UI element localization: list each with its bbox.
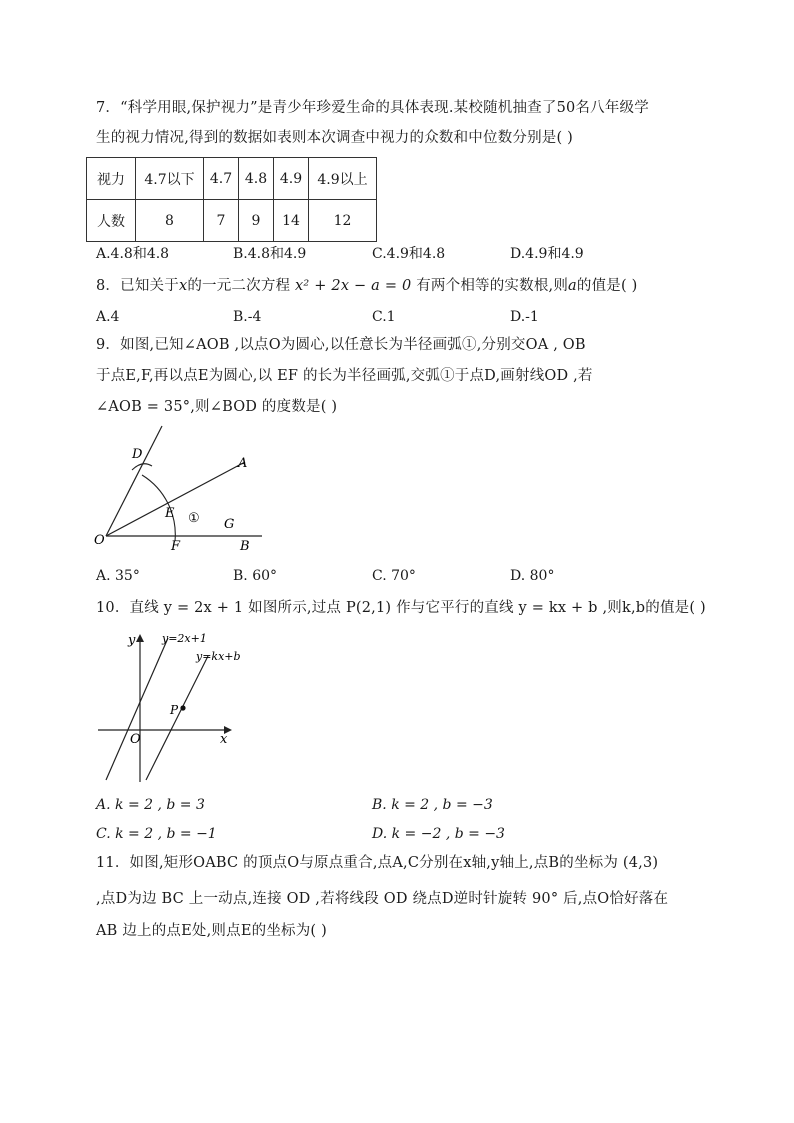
table-cell: 9	[239, 200, 274, 242]
table-header-cell: 4.9	[274, 158, 309, 200]
q9-line3: ∠AOB = 35°,则∠BOD 的度数是( )	[96, 399, 338, 415]
label-f: F	[171, 539, 181, 554]
q8-text-a: 8．已知关于	[96, 278, 179, 294]
q8-text-d: 的值是( )	[576, 278, 638, 294]
q8-var-a: a	[568, 278, 577, 294]
label-x-axis: x	[220, 732, 228, 747]
vision-table	[86, 157, 377, 242]
parallel-lines-figure	[92, 626, 242, 786]
q10-option-d[interactable]: D. k = −2 , b = −3	[372, 826, 505, 842]
table-header-cell: 4.9以上	[309, 158, 377, 200]
table-header-cell: 4.8	[239, 158, 274, 200]
ray-od	[106, 426, 162, 536]
q8-option-d[interactable]: D.-1	[510, 309, 539, 325]
q10-line1: 10．直线 y = 2x + 1 如图所示,过点 P(2,1) 作与它平行的直线 y = kx + b ,则k,b的值是( )	[96, 600, 706, 616]
q10-option-b[interactable]: B. k = 2 , b = −3	[372, 797, 493, 813]
table-header-cell: 4.7	[204, 158, 239, 200]
q7-option-a[interactable]: A.4.8和4.8	[96, 246, 170, 262]
q9-option-a[interactable]: A. 35°	[96, 568, 140, 584]
q11-line3: AB 边上的点E处,则点E的坐标为( )	[96, 923, 327, 939]
line-y-kx-plus-b	[146, 656, 208, 780]
q7-option-d[interactable]: D.4.9和4.9	[510, 246, 584, 262]
label-line-1: y=2x+1	[162, 632, 207, 645]
label-p: P	[170, 703, 179, 717]
line-y-2x-plus-1	[106, 638, 168, 780]
q10-option-a[interactable]: A. k = 2 , b = 3	[96, 797, 205, 813]
q7-option-c[interactable]: C.4.9和4.8	[372, 246, 446, 262]
table-header-label: 视力	[87, 158, 136, 200]
table-cell: 12	[309, 200, 377, 242]
q9-line1: 9．如图,已知∠AOB ,以点O为圆心,以任意长为半径画弧①,分别交OA , OB	[96, 337, 586, 353]
q11-line1: 11．如图,矩形OABC 的顶点O与原点重合,点A,C分别在x轴,y轴上,点B的坐标为 (4,3)	[96, 855, 659, 871]
label-d: D	[132, 447, 143, 462]
label-e: E	[165, 506, 175, 521]
q8-var-x: x	[178, 278, 188, 294]
q8-line1	[96, 276, 638, 296]
label-y-axis: y	[128, 633, 136, 648]
q9-option-d[interactable]: D. 80°	[510, 568, 555, 584]
q9-option-c[interactable]: C. 70°	[372, 568, 416, 584]
table-row	[87, 200, 377, 242]
label-b: B	[240, 539, 250, 554]
q8-equation: x² + 2x − a = 0	[295, 278, 412, 294]
label-o: O	[94, 533, 105, 548]
y-axis-arrow	[136, 634, 144, 642]
q7-option-b[interactable]: B.4.8和4.9	[233, 246, 307, 262]
q8-text-c: 有两个相等的实数根,则	[416, 278, 569, 294]
q7-line2: 生的视力情况,得到的数据如表则本次调查中视力的众数和中位数分别是( )	[96, 130, 574, 146]
label-arc-one: ①	[188, 511, 200, 526]
q8-option-c[interactable]: C.1	[372, 309, 396, 325]
q8-text-b: 的一元二次方程	[187, 278, 291, 294]
q11-line2: ,点D为边 BC 上一动点,连接 OD ,若将线段 OD 绕点D逆时针旋转 90° 后,点O恰好落在	[96, 891, 669, 907]
table-cell: 14	[274, 200, 309, 242]
table-cell: 8	[136, 200, 204, 242]
q9-line2: 于点E,F,再以点E为圆心,以 EF 的长为半径画弧,交弧①于点D,画射线OD ,若	[96, 368, 593, 384]
table-row-label: 人数	[87, 200, 136, 242]
q8-option-b[interactable]: B.-4	[233, 309, 262, 325]
q7-line1: 7．“科学用眼,保护视力”是青少年珍爱生命的具体表现.某校随机抽查了50名八年级学	[96, 100, 649, 116]
q10-option-c[interactable]: C. k = 2 , b = −1	[96, 826, 217, 842]
table-cell: 7	[204, 200, 239, 242]
q9-option-b[interactable]: B. 60°	[233, 568, 278, 584]
table-row	[87, 158, 377, 200]
label-a: A	[238, 456, 248, 471]
label-line-2: y=kx+b	[196, 650, 241, 663]
label-g: G	[224, 517, 235, 532]
q8-option-a[interactable]: A.4	[96, 309, 120, 325]
label-origin: O	[130, 732, 141, 747]
angle-construction-figure	[90, 420, 270, 560]
table-header-cell: 4.7以下	[136, 158, 204, 200]
point-p	[180, 705, 185, 710]
